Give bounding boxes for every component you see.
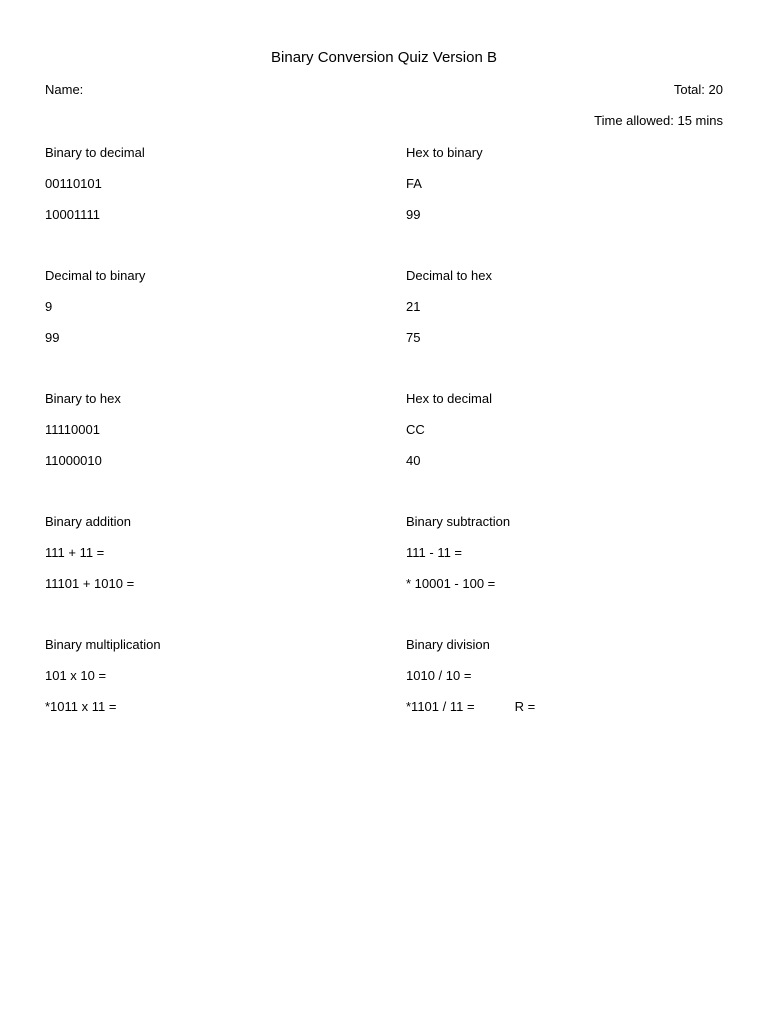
question-item: 11000010 — [45, 453, 102, 468]
question-item: 99 — [45, 330, 60, 345]
question-text: *1101 / 11 = — [406, 699, 475, 714]
question-item: * 10001 - 100 = — [406, 576, 496, 591]
question-item-with-remainder — [406, 698, 726, 729]
question-item: *1011 x 11 = — [45, 699, 117, 714]
question-item: 111 - 11 = — [406, 545, 463, 560]
question-item: 21 — [406, 299, 421, 314]
section-heading: Hex to decimal — [406, 391, 492, 406]
section-decimal-to-binary — [45, 267, 365, 360]
page-title: Binary Conversion Quiz Version B — [271, 49, 497, 66]
total-marks: Total: 20 — [673, 82, 723, 97]
question-item: 11101 + 1010 = — [45, 576, 135, 591]
section-binary-multiplication — [45, 636, 365, 729]
section-heading: Binary to hex — [45, 391, 121, 406]
name-label: Name: — [45, 82, 84, 97]
section-binary-subtraction — [406, 513, 726, 606]
question-item: 1010 / 10 = — [406, 668, 472, 683]
question-item: 10001111 — [45, 207, 100, 222]
question-item: 00110101 — [45, 176, 102, 191]
section-binary-to-decimal — [45, 144, 365, 237]
question-item: 101 x 10 = — [45, 668, 107, 683]
section-heading: Binary addition — [45, 514, 131, 529]
section-heading: Hex to binary — [406, 145, 483, 160]
section-heading: Decimal to hex — [406, 268, 492, 283]
section-heading: Binary division — [406, 637, 490, 652]
section-binary-addition — [45, 513, 365, 606]
question-item: 75 — [406, 330, 421, 345]
question-item: 111 + 11 = — [45, 545, 105, 560]
question-item: 11110001 — [45, 422, 100, 437]
time-allowed: Time allowed: 15 mins — [594, 113, 723, 128]
question-item: CC — [406, 422, 425, 437]
question-item: 99 — [406, 207, 421, 222]
section-hex-to-decimal — [406, 390, 726, 483]
question-item: 9 — [45, 299, 53, 314]
section-decimal-to-hex — [406, 267, 726, 360]
section-binary-to-hex — [45, 390, 365, 483]
remainder-label: R = — [514, 699, 536, 714]
section-heading: Binary subtraction — [406, 514, 511, 529]
question-item: FA — [406, 176, 422, 191]
section-heading: Binary multiplication — [45, 637, 161, 652]
section-heading: Binary to decimal — [45, 145, 145, 160]
section-hex-to-binary — [406, 144, 726, 237]
question-item: 40 — [406, 453, 421, 468]
section-binary-division — [406, 636, 726, 729]
section-heading: Decimal to binary — [45, 268, 146, 283]
